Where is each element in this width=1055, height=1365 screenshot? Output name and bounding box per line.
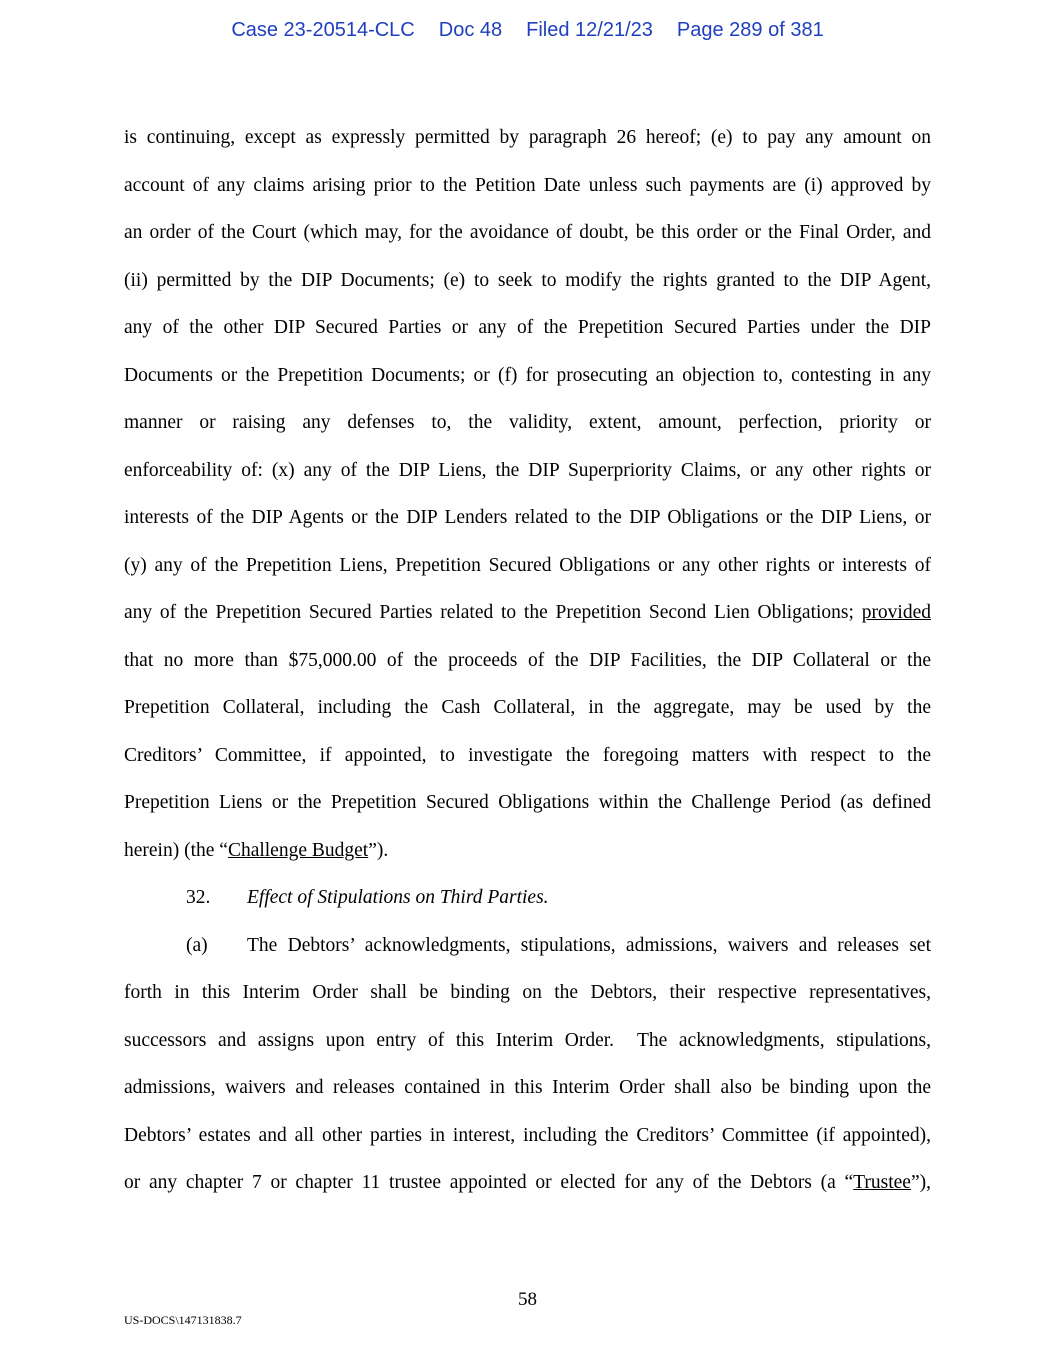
text-line: Debtors’ estates and all other parties in interest, including the Creditors’ Committee (if appointed),	[124, 1124, 931, 1146]
text-line	[124, 1159, 931, 1207]
defined-term-provided: provided	[861, 602, 931, 623]
text-line: any of the other DIP Secured Parties or any of the Prepetition Secured Parties under the DIP	[124, 317, 931, 338]
doc-number: Doc 48	[438, 19, 503, 41]
text-line: Prepetition Collateral, including the Cash Collateral, in the aggregate, may be used by the	[124, 697, 931, 718]
filed-date: Filed 12/21/23	[526, 19, 653, 41]
text-line	[124, 589, 931, 637]
text-line: (y) any of the Prepetition Liens, Prepetition Secured Obligations or any other rights or interests of	[124, 554, 931, 576]
page-number: 58	[518, 1289, 537, 1310]
subsection-label: (a)	[186, 934, 208, 956]
text-line: admissions, waivers and releases contained in this Interim Order shall also be binding upon the	[124, 1077, 931, 1098]
text-line: account of any claims arising prior to the Petition Date unless such payments are (i) approved by	[124, 174, 931, 196]
document-body	[124, 114, 931, 1207]
text-line: manner or raising any defenses to, the validity, extent, amount, perfection, priority or	[124, 412, 931, 433]
text-line: is continuing, except as expressly permitted by paragraph 26 hereof; (e) to pay any amount on	[124, 127, 931, 148]
text-segment: ”).	[368, 839, 389, 861]
text-line	[124, 827, 931, 875]
text-segment: ”),	[910, 1172, 931, 1193]
defined-term-trustee: Trustee	[853, 1172, 911, 1193]
text-line: enforceability of: (x) any of the DIP Liens, the DIP Superpriority Claims, or any other rights or	[124, 459, 931, 481]
defined-term-challenge-budget: Challenge Budget	[227, 839, 369, 861]
text-line: interests of the DIP Agents or the DIP Lenders related to the DIP Obligations or the DIP Liens, or	[124, 507, 931, 528]
text-line: that no more than $75,000.00 of the proceeds of the DIP Facilities, the DIP Collateral or the	[124, 649, 931, 671]
section-number: 32.	[186, 887, 211, 908]
text-line	[124, 922, 931, 970]
text-line: Documents or the Prepetition Documents; or (f) for prosecuting an objection to, contesting in any	[124, 364, 931, 386]
section-heading-32	[124, 874, 931, 922]
text-line: successors and assigns upon entry of this Interim Order. The acknowledgments, stipulations,	[124, 1029, 931, 1051]
text-line: an order of the Court (which may, for the avoidance of doubt, be this order or the Final Order, and	[124, 222, 931, 243]
court-filing-header	[0, 19, 1055, 42]
section-title: Effect of Stipulations on Third Parties.	[247, 887, 549, 908]
text-line: forth in this Interim Order shall be binding on the Debtors, their respective representatives,	[124, 982, 931, 1003]
document-id: US-DOCS\147131838.7	[124, 1313, 242, 1327]
text-segment: or any chapter 7 or chapter 11 trustee appointed or elected for any of the Debtors (a “	[124, 1172, 854, 1193]
case-number: Case 23-20514-CLC	[231, 19, 415, 41]
text-segment: any of the Prepetition Secured Parties related to the Prepetition Second Lien Obligations;	[124, 602, 854, 623]
page-of-total: Page 289 of 381	[676, 19, 824, 41]
text-line: Creditors’ Committee, if appointed, to investigate the foregoing matters with respect to the	[124, 744, 931, 766]
text-segment: herein) (the “	[124, 839, 228, 861]
text-line: (ii) permitted by the DIP Documents; (e) to seek to modify the rights granted to the DIP Agent,	[124, 269, 931, 291]
text-segment: The Debtors’ acknowledgments, stipulations, admissions, waivers and releases set	[247, 934, 931, 956]
text-line: Prepetition Liens or the Prepetition Secured Obligations within the Challenge Period (as defined	[124, 792, 931, 813]
